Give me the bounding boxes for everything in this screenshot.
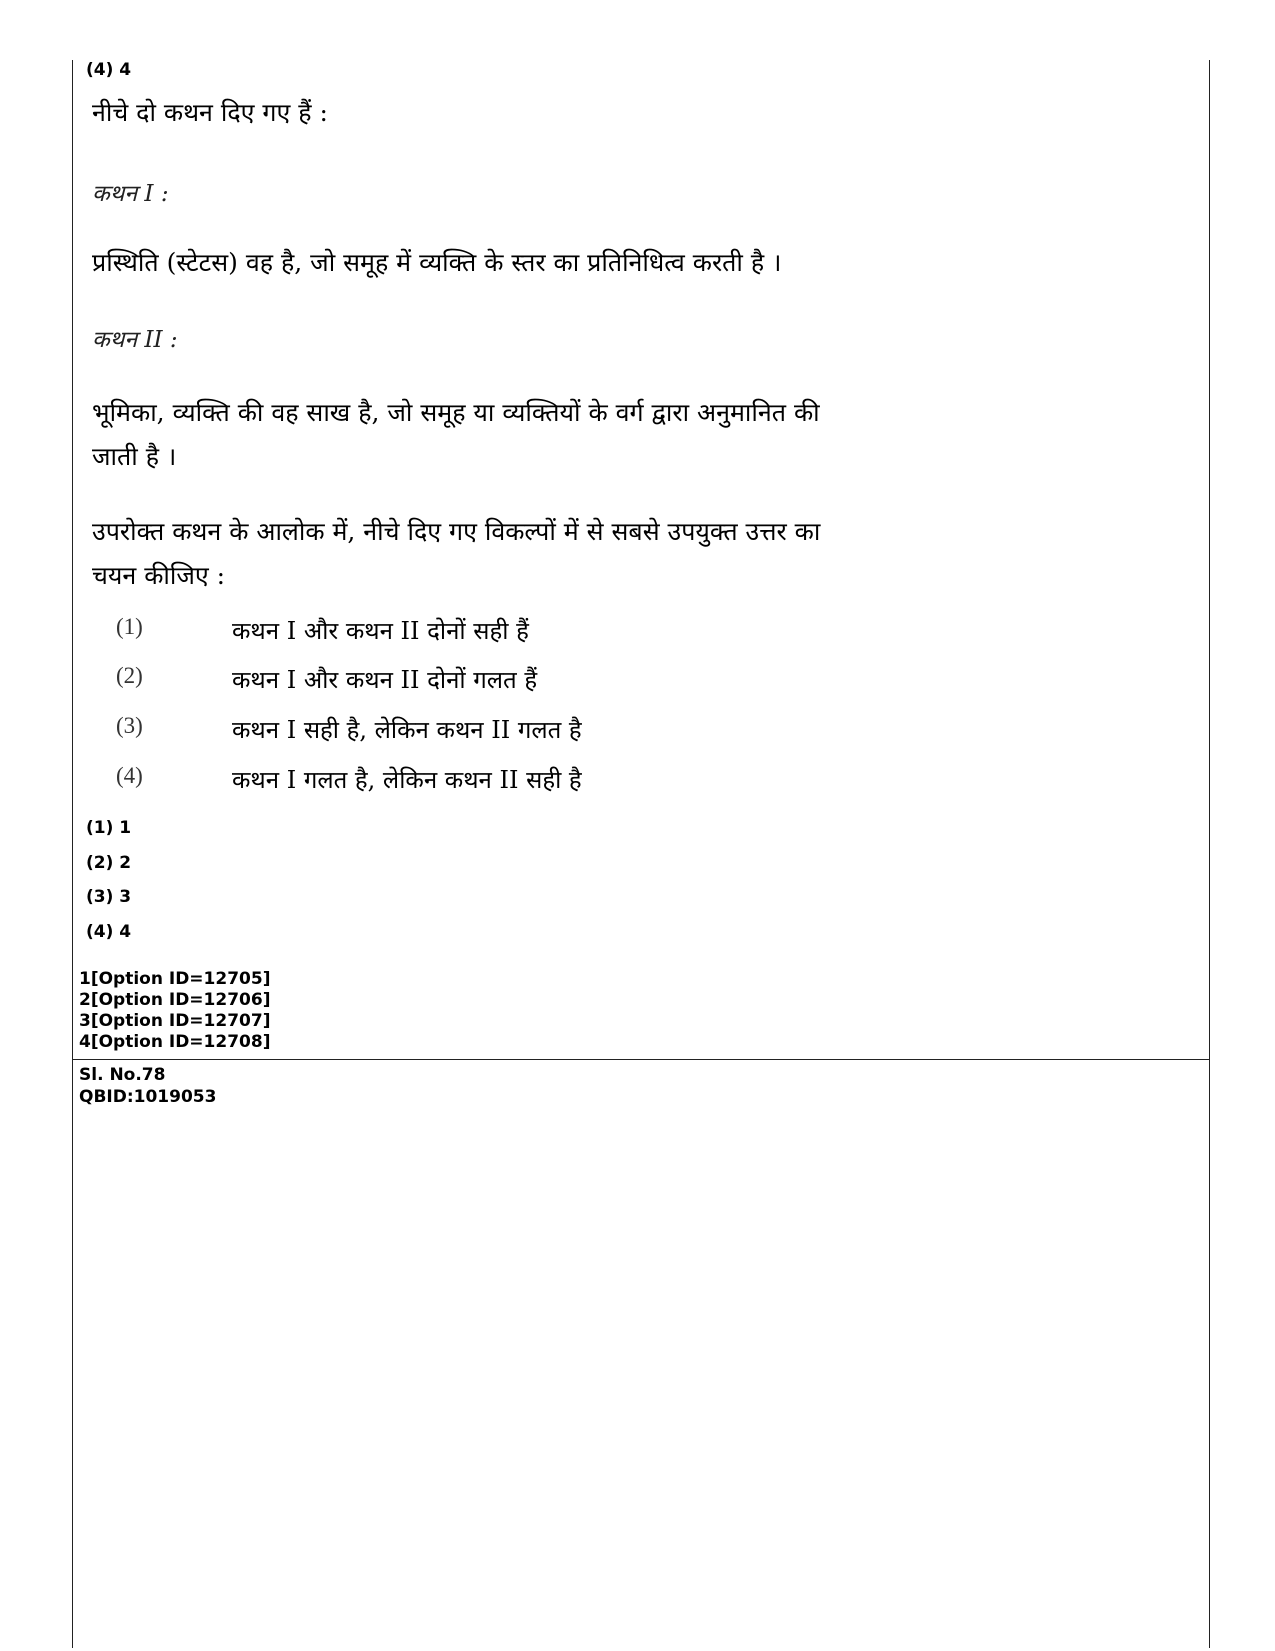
option-id-2: 2[Option ID=12706] (79, 990, 271, 1010)
option-4-number: (4) (116, 763, 143, 788)
instruction-line1: उपरोक्त कथन के आलोक में, नीचे दिए गए विकल्पों में से सबसे उपयुक्त उत्तर का (92, 517, 821, 546)
statement-1-text: प्रस्थिति (स्टेटस) वह है, जो समूह में व्यक्ति के स्तर का प्रतिनिधित्व करती है । (92, 248, 782, 277)
page-frame-right-border (1209, 60, 1210, 1648)
option-id-4: 4[Option ID=12708] (79, 1032, 271, 1052)
page-frame-left-border (72, 60, 73, 1648)
statement-1-label: कथन I : (92, 181, 169, 207)
answer-choice-1[interactable]: (1) 1 (86, 818, 132, 838)
option-1-number: (1) (116, 614, 143, 639)
statement-2-label: कथन II : (92, 327, 178, 353)
answer-choice-2[interactable]: (2) 2 (86, 853, 132, 873)
previous-answer-choice: (4) 4 (86, 60, 132, 80)
answer-choice-4[interactable]: (4) 4 (86, 922, 132, 942)
answer-choice-3[interactable]: (3) 3 (86, 887, 132, 907)
statement-2-text-line1: भूमिका, व्यक्ति की वह साख है, जो समूह या व्यक्तियों के वर्ग द्वारा अनुमानित की (92, 398, 820, 427)
option-id-3: 3[Option ID=12707] (79, 1011, 271, 1031)
instruction-line2: चयन कीजिए : (92, 561, 226, 590)
serial-number: Sl. No.78 (79, 1065, 166, 1085)
question-divider (72, 1059, 1210, 1060)
option-2-number: (2) (116, 663, 143, 688)
option-id-1: 1[Option ID=12705] (79, 969, 271, 989)
option-3-number: (3) (116, 713, 143, 738)
option-4-text: कथन I गलत है, लेकिन कथन II सही है (232, 766, 582, 794)
option-2-text: कथन I और कथन II दोनों गलत हैं (232, 666, 538, 694)
statement-2-text-line2: जाती है । (92, 442, 177, 471)
option-3-text: कथन I सही है, लेकिन कथन II गलत है (232, 716, 582, 744)
question-intro: नीचे दो कथन दिए गए हैं : (92, 98, 328, 127)
option-1-text: कथन I और कथन II दोनों सही हैं (232, 617, 529, 645)
qbid: QBID:1019053 (79, 1087, 217, 1107)
